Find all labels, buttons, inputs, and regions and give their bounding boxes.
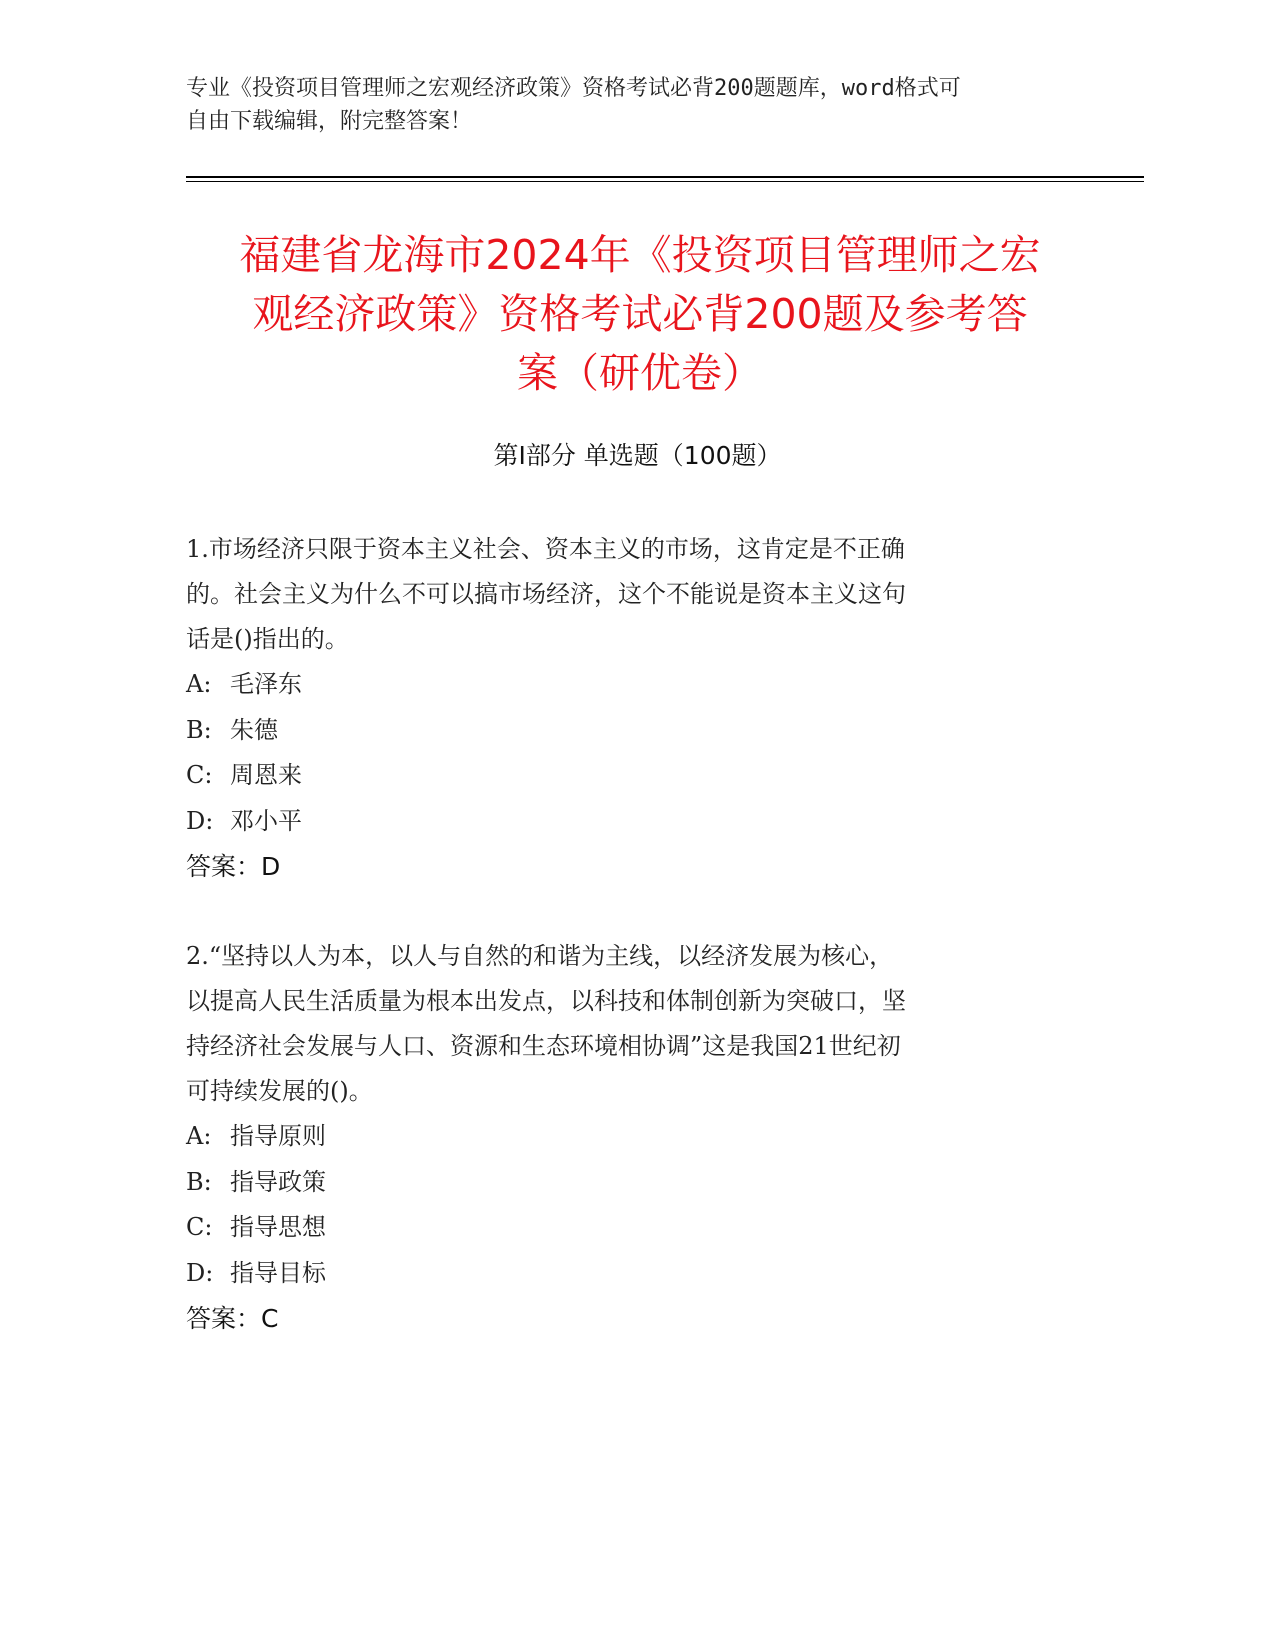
option-a [186,662,1066,708]
title-line-1: 福建省龙海市2024年《投资项目管理师之宏 [239,231,1041,279]
question-1-text [186,527,1066,662]
intro-line-1: 专业《投资项目管理师之宏观经济政策》资格考试必背200题题库，word格式可 [186,76,961,101]
option-a [186,1114,1066,1160]
answer-text: 答案：D [186,852,281,881]
option-letter: B: [186,1167,212,1196]
header-divider-thick [186,176,1144,178]
question-text-line: 可持续发展的()。 [186,1077,373,1105]
document-title [170,226,1110,403]
option-b [186,1160,1066,1206]
option-c [186,753,1066,799]
option-d [186,1251,1066,1297]
header-divider-thin [186,181,1144,182]
option-text: 邓小平 [230,806,302,835]
option-letter: C: [186,761,213,789]
section-heading: 第Ⅰ部分 单选题（100题） [493,441,782,470]
option-text: 指导目标 [230,1258,326,1287]
question-text-line: 的。社会主义为什么不可以搞市场经济，这个不能说是资本主义这句 [186,580,906,608]
question-text-line: 1.市场经济只限于资本主义社会、资本主义的市场，这肯定是不正确 [186,535,905,563]
question-text-line: 持经济社会发展与人口、资源和生态环境相协调”这是我国21世纪初 [186,1032,901,1060]
option-letter: B: [186,715,212,744]
option-c [186,1205,1066,1251]
option-text: 指导思想 [230,1213,326,1241]
option-text: 指导原则 [230,1122,326,1150]
question-2 [186,934,1066,1341]
option-text: 毛泽东 [230,670,302,698]
question-text-line: 话是()指出的。 [186,625,349,653]
question-1 [186,527,1066,889]
option-text: 朱德 [230,715,278,744]
option-letter: C: [186,1213,213,1241]
title-line-2: 观经济政策》资格考试必背200题及参考答 [252,290,1028,338]
title-line-3: 案（研优卷） [517,349,763,397]
question-text-line: 2.“坚持以人为本，以人与自然的和谐为主线，以经济发展为核心， [186,942,894,970]
option-b [186,708,1066,754]
document-intro [186,72,1086,138]
question-text-line: 以提高人民生活质量为根本出发点，以科技和体制创新为突破口，坚 [186,987,906,1015]
option-text: 指导政策 [230,1167,326,1196]
answer-text: 答案：C [186,1304,279,1333]
option-letter: A: [186,670,212,698]
option-text: 周恩来 [230,761,302,789]
option-d [186,799,1066,845]
question-2-text [186,934,1066,1114]
option-letter: D: [186,806,214,835]
option-letter: D: [186,1258,214,1287]
intro-line-2: 自由下载编辑，附完整答案！ [186,109,473,134]
option-letter: A: [186,1122,212,1150]
